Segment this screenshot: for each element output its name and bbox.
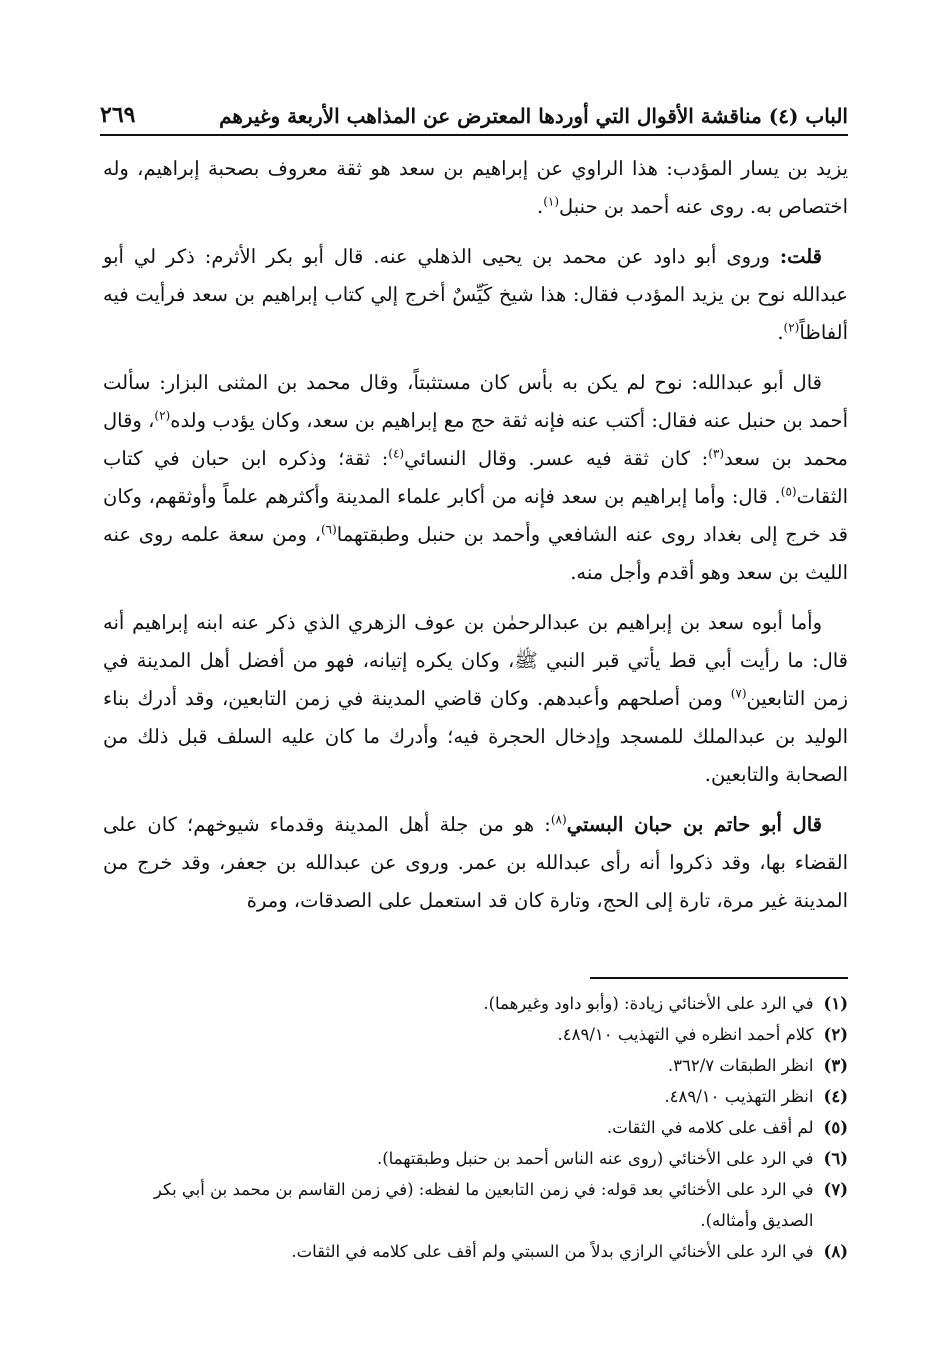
footnote-item [103,1143,848,1174]
footnote-number: (٤) [823,1087,848,1106]
footnote-item [103,1081,848,1112]
footnote-number: (٣) [823,1056,848,1075]
footnote-ref: (٧) [730,686,747,701]
paragraph-text: ومن أصلحهم وأعبدهم. وكان قاضي المدينة في زمن التابعين، وقد أدرك بناء الوليد بن عبدالملك للمسجد وإدخال الحجرة فيه؛ وأدرك ما كان عليه السلف قبل ذلك من الصحابة والتابعين. [103,687,848,786]
page-number: ٢٦٩ [100,102,136,128]
paragraph-lead: قال أبو حاتم بن حبان البستي [566,813,822,836]
paragraph-5 [103,806,848,920]
footnote-text: لم أقف على كلامه في الثقات. [606,1118,814,1137]
footnote-ref: (١) [543,194,560,209]
paragraph-text: . [777,321,784,344]
paragraph-text: يزيد بن يسار المؤدب: هذا الراوي عن إبراهيم بن سعد هو ثقة معروف بصحبة إبراهيم، وله اختصاص به. روى عنه أحمد بن حنبل [103,157,848,218]
footnote-item [103,1112,848,1143]
footnote-number: (٥) [823,1118,848,1137]
footnote-text: في الرد على الأخنائي الرازي بدلاً من السبتي ولم أقف على كلامه في الثقات. [291,1242,814,1261]
footnote-number: (٧) [823,1180,848,1199]
paragraph-text: ، ومن سعة علمه روى عنه الليث بن سعد وهو أقدم وأجل منه. [103,523,848,584]
paragraph-4 [103,604,848,794]
paragraph-text: . قال: وأما إبراهيم بن سعد فإنه من أكابر علماء المدينة وأكثرهم علماً وأوثقهم، وكان قد خرج إلى بغداد روى عنه الشافعي وأحمد بن حنبل وطبقتهما [103,485,848,546]
paragraph-3 [103,364,848,592]
footnote-item [103,1236,848,1267]
paragraph-text: : هو من جلة أهل المدينة وقدماء شيوخهم؛ كان على القضاء بها، وقد ذكروا أنه رأى عبدالله بن عمر. وروى عن عبدالله بن جعفر، وقد خرج من المدينة غير مرة، تارة إلى الحج، وتارة كان قد استعمل على الصدقات، ومرة [103,813,848,912]
footnote-item [103,988,848,1019]
paragraph-text: : كان ثقة فيه عسر. وقال النسائي [404,447,709,470]
paragraph-lead: قلت: [779,245,822,268]
paragraph-text: وروى أبو داود عن محمد بن يحيى الذهلي عنه. قال أبو بكر الأثرم: ذكر لي أبو عبدالله نوح بن يزيد المؤدب فقال: هذا شيخ كَيِّسٌ أخرج إلي كتاب إبراهيم بن سعد فرأيت فيه ألفاظاً [103,245,848,344]
footnote-number: (١) [823,994,848,1013]
footnote-ref: (٤) [388,446,405,461]
footnote-text: في الرد على الأخنائي زيادة: (وأبو داود وغيرهما). [483,994,814,1013]
footnote-number: (٦) [823,1149,848,1168]
footnote-text: في الرد على الأخنائي (روى عنه الناس أحمد بن حنبل وطبقتهما). [376,1149,814,1168]
footnote-item [103,1174,848,1236]
footnote-separator [590,977,848,979]
running-header [100,88,848,136]
footnote-ref: (٨) [550,812,567,827]
footnote-item [103,1050,848,1081]
footnote-ref: (٢) [783,320,800,335]
footnote-ref: (٣) [708,446,725,461]
footnote-ref: (٦) [320,522,337,537]
footnote-text: كلام أحمد انظره في التهذيب ٤٨٩/١٠. [557,1025,814,1044]
footnote-number: (٢) [823,1025,848,1044]
paragraph-text: ، وقال محمد بن سعد [103,409,848,470]
paragraph-text: : ثقة؛ وذكره ابن حبان في كتاب الثقات [103,447,848,508]
main-text [103,150,848,932]
footnote-ref: (٢) [154,408,171,423]
chapter-title: الباب (٤) مناقشة الأقوال التي أوردها المعترض عن المذاهب الأربعة وغيرهم [219,104,848,128]
paragraph-text: وأما أبوه سعد بن إبراهيم بن عبدالرحمٰن بن عوف الزهري الذي ذكر عنه ابنه إبراهيم أنه قال: ما رأيت أبي قط يأتي قبر النبي ﷺ، وكان يكره إتيانه، فهو من أفضل أهل المدينة في زمن التابعين [103,611,848,710]
footnote-text: انظر التهذيب ٤٨٩/١٠. [664,1087,814,1106]
footnote-text: في الرد على الأخنائي بعد قوله: في زمن التابعين ما لفظه: (في زمن القاسم بن محمد بن أبي بكر الصديق وأمثاله). [153,1180,814,1230]
footnote-number: (٨) [823,1242,848,1261]
footnote-ref: (٥) [780,484,797,499]
footnote-item [103,1019,848,1050]
paragraph-2 [103,238,848,352]
footnotes [103,988,848,1267]
paragraph-1 [103,150,848,226]
paragraph-text: . [537,195,544,218]
paragraph-text: قال أبو عبدالله: نوح لم يكن به بأس كان مستثبتاً، وقال محمد بن المثنى البزار: سألت أحمد بن حنبل عنه فقال: أكتب عنه فإنه ثقة حج مع إبراهيم بن سعد، وكان يؤدب ولده [103,371,849,432]
footnote-text: انظر الطبقات ٣٦٢/٧. [667,1056,814,1075]
